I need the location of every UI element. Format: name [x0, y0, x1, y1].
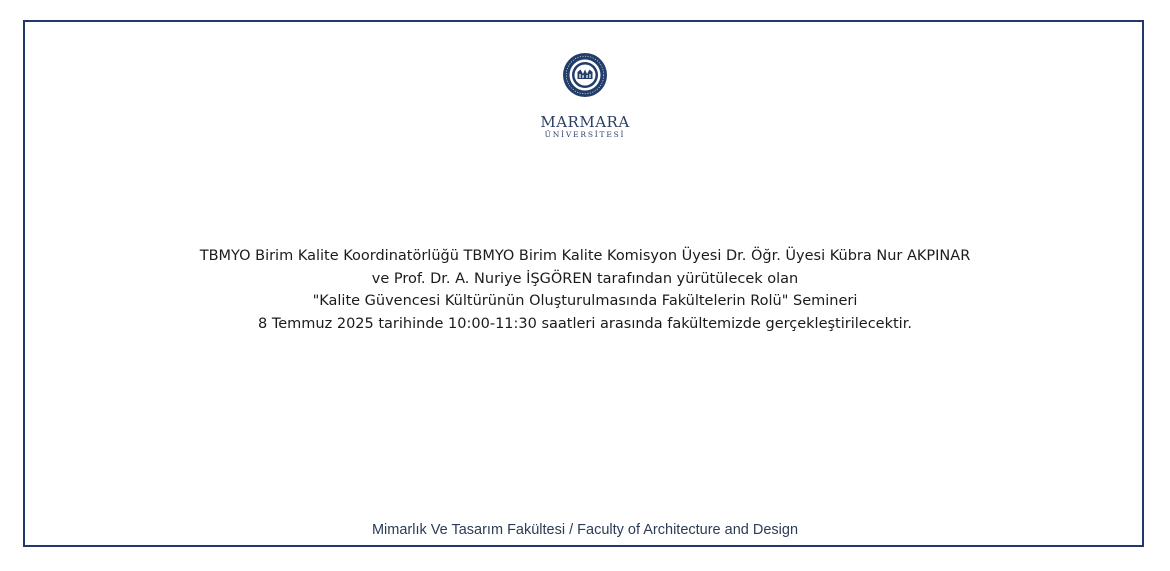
- announcement-line: 8 Temmuz 2025 tarihinde 10:00-11:30 saatleri arasında fakültemizde gerçekleştirilecektir.: [258, 315, 912, 332]
- university-name: MARMARA: [540, 113, 630, 131]
- announcement-text: [0, 245, 1170, 335]
- announcement-line: ve Prof. Dr. A. Nuriye İŞGÖREN tarafından yürütülecek olan: [371, 270, 799, 287]
- faculty-footer: Mimarlık Ve Tasarım Fakültesi / Faculty of Architecture and Design: [371, 522, 799, 538]
- university-logo: [0, 52, 1170, 140]
- announcement-line: "Kalite Güvencesi Kültürünün Oluşturulmasında Fakültelerin Rolü" Semineri: [312, 293, 858, 309]
- announcement-line: TBMYO Birim Kalite Koordinatörlüğü TBMYO Birim Kalite Komisyon Üyesi Dr. Öğr. Üyesi Kübra Nur AKPINAR: [199, 248, 971, 264]
- university-subname: ÜNİVERSİTESİ: [544, 130, 626, 139]
- university-seal-icon: [562, 52, 608, 98]
